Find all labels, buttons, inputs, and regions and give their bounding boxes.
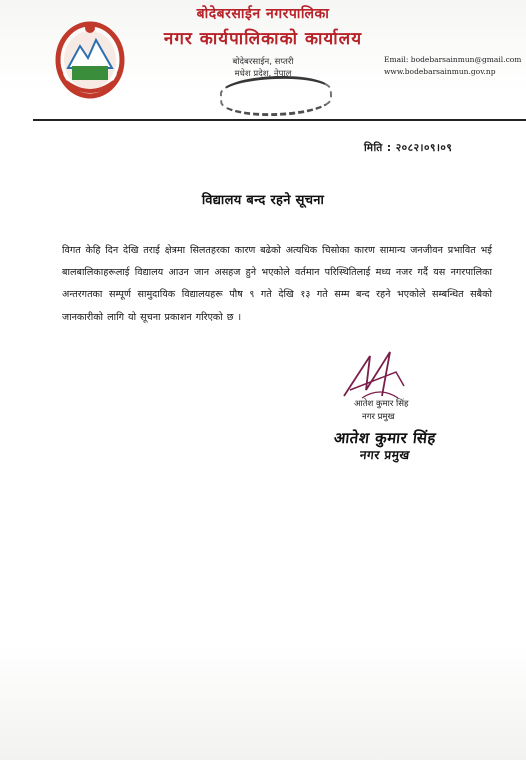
notice-subject: विद्यालय बन्द रहने सूचना bbox=[201, 193, 325, 208]
date-text: मिति : २०८२।०९।०९ bbox=[364, 142, 453, 154]
stamp-signer-title: नगर प्रमुख bbox=[359, 448, 411, 462]
signer-title: नगर प्रमुख bbox=[362, 412, 395, 422]
header-divider bbox=[33, 119, 526, 121]
signer-name: आतेश कुमार सिंह bbox=[354, 399, 409, 409]
office-name: नगर कार्यपालिकाको कार्यालय bbox=[163, 29, 363, 49]
stamp-signer-name: आतेश कुमार सिंह bbox=[333, 429, 437, 447]
notice-body: विगत केहि दिन देखि तराई क्षेत्रमा सिलतहरका कारण बढेको अत्यधिक चिसोका कारण सामान्य जनजीवन प्रभावित भई बालबालिकाहरूलाई विद्यालय आउन जान असहज हुने भएकोले वर्तमान परिस्थितिलाई मध्य नजर गर्दै यस नगरपालिका अन्तरगतका सम्पूर्ण सामुदायिक विद्यालयहरू पौष ९ गते देखि १३ गते सम्म बन्द रहने भएकोले सम्बन्धित सबैको जानकारीको लागि यो सूचना प्रकाशन गरिएको छ । bbox=[62, 245, 492, 323]
municipality-name: बोदेबरसाईन नगरपालिका bbox=[196, 6, 330, 22]
website-text: www.bodebarsainmun.gov.np bbox=[384, 67, 496, 76]
address-line-2: मधेश प्रदेश, नेपाल bbox=[234, 69, 292, 79]
address-line-1: बोदेबरसाईन, सप्तरी bbox=[232, 57, 294, 67]
email-text: Email: bodebarsainmun@gmail.com bbox=[384, 55, 522, 64]
signature-scribble bbox=[340, 346, 410, 404]
